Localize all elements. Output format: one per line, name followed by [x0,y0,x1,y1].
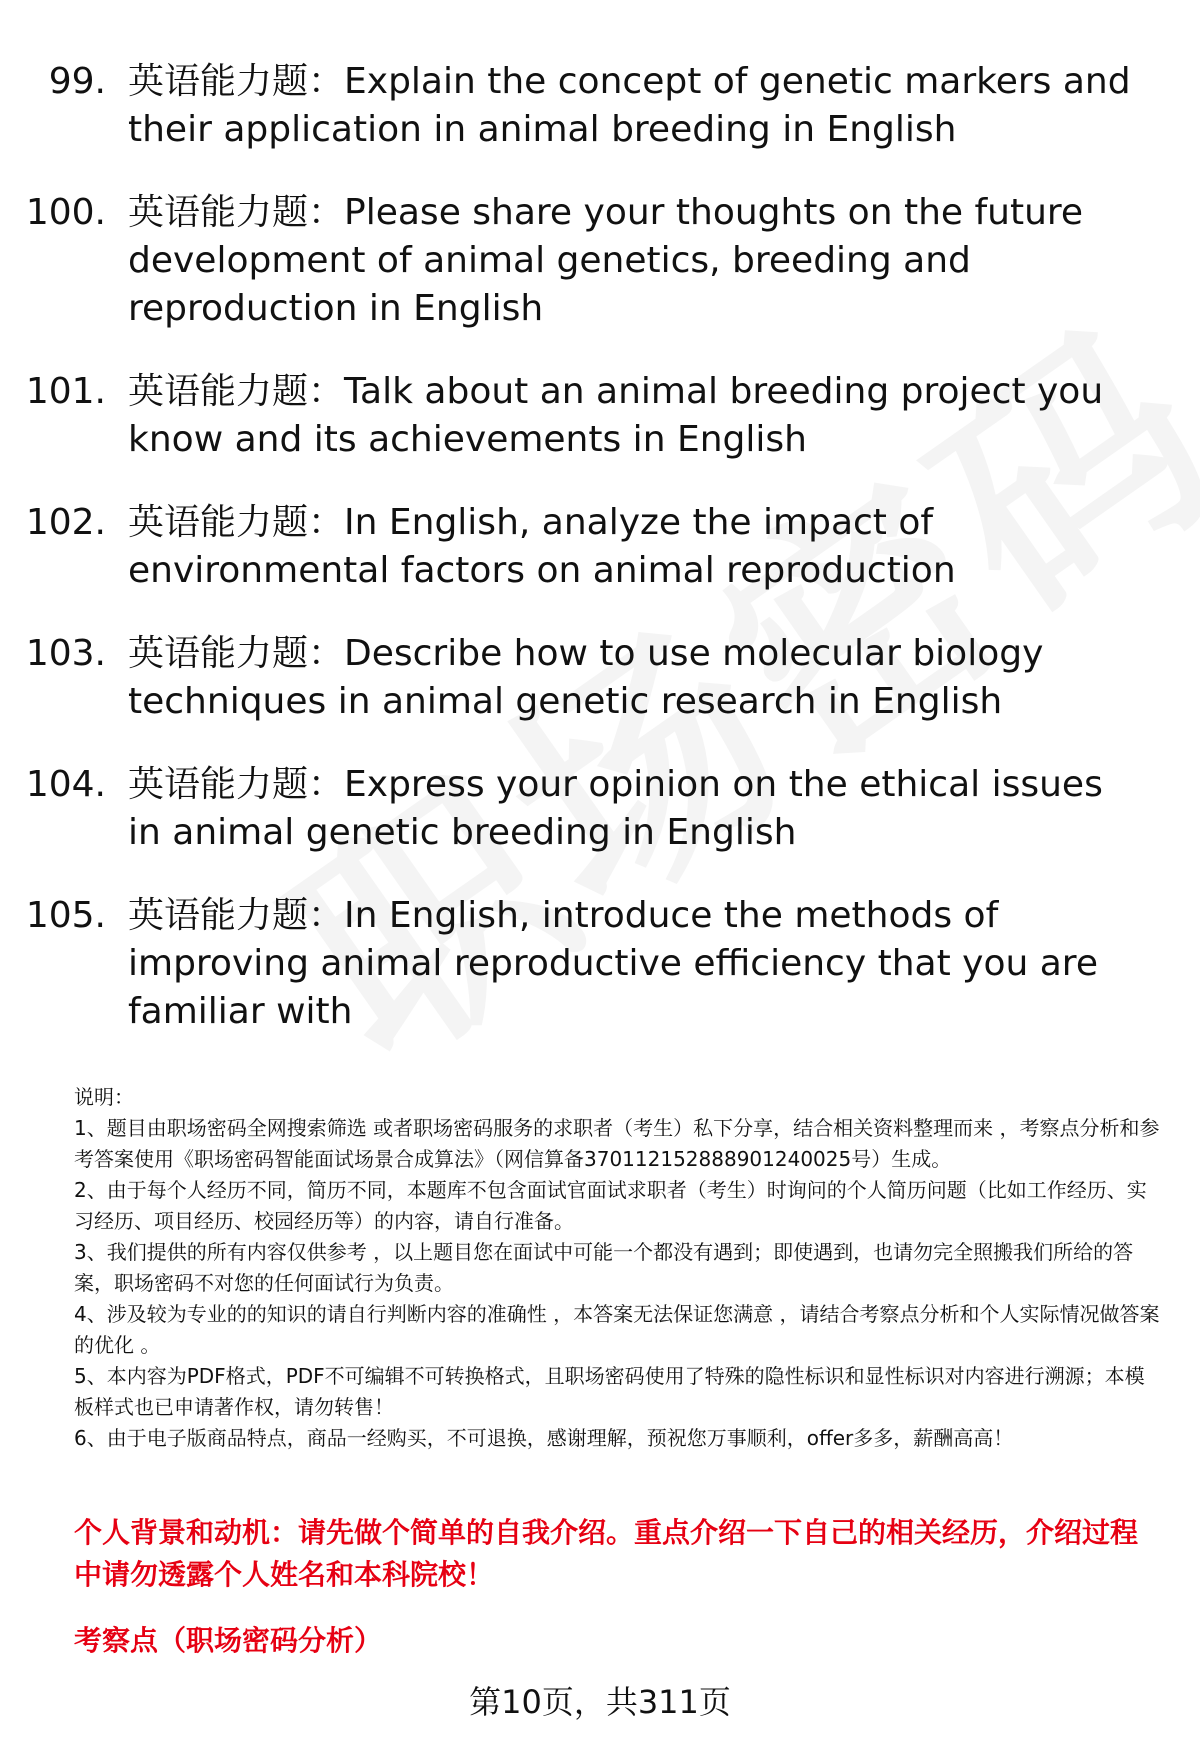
question-item [0,761,1200,857]
question-number: 103. [25,633,106,674]
question-prefix: 英语能力题： [128,61,345,102]
question-text: In English, introduce the methods of improving animal reproductive efficiency that you are familiar with [128,895,1098,1032]
notes-heading: 说明： [74,1085,134,1109]
highlight-question: 个人背景和动机：请先做个简单的自我介绍。重点介绍一下自己的相关经历，介绍过程中请勿透露个人姓名和本科院校！ [74,1516,1139,1591]
question-text: In English, analyze the impact of environmental factors on animal reproduction [128,502,956,591]
question-item [0,189,1200,333]
notes-section [74,1082,1164,1454]
question-list [0,58,1200,1071]
note-item: 4、涉及较为专业的的知识的请自行判断内容的准确性 ，本答案无法保证您满意 ，请结合考察点分析和个人实际情况做答案的优化 。 [74,1302,1160,1357]
question-item [0,368,1200,464]
note-item: 1、题目由职场密码全网搜索筛选 或者职场密码服务的求职者（考生）私下分享，结合相关资料整理而来 ，考察点分析和参考答案使用《职场密码智能面试场景合成算法》（网信算备370112152888901240025号）生成。 [74,1116,1160,1171]
question-prefix: 英语能力题： [128,633,345,674]
question-prefix: 英语能力题： [128,764,345,805]
question-number: 101. [25,371,106,412]
question-text: Please share your thoughts on the future development of animal genetics, breeding and reproduction in English [128,192,1084,329]
note-item: 6、由于电子版商品特点，商品一经购买，不可退换，感谢理解，预祝您万事顺利，offer多多，薪酬高高！ [74,1426,1014,1450]
section-title: 考察点（职场密码分析） [74,1624,383,1657]
question-number: 105. [25,895,106,936]
question-text: Express your opinion on the ethical issues in animal genetic breeding in English [128,764,1103,853]
note-item: 2、由于每个人经历不同，简历不同，本题库不包含面试官面试求职者（考生）时询问的个人简历问题（比如工作经历、实习经历、项目经历、校园经历等）的内容，请自行准备。 [74,1178,1147,1233]
question-item [0,499,1200,595]
question-prefix: 英语能力题： [128,895,345,936]
question-number: 100. [25,192,106,233]
question-prefix: 英语能力题： [128,192,345,233]
page-number: 第10页，共311页 [469,1683,731,1721]
question-number: 102. [25,502,106,543]
question-text: Talk about an animal breeding project you know and its achievements in English [128,371,1104,460]
question-prefix: 英语能力题： [128,502,345,543]
question-text: Describe how to use molecular biology techniques in animal genetic research in English [128,633,1044,722]
question-number: 99. [48,61,106,102]
note-item: 3、我们提供的所有内容仅供参考 ，以上题目您在面试中可能一个都没有遇到；即使遇到，也请勿完全照搬我们所给的答案，职场密码不对您的任何面试行为负责。 [74,1240,1134,1295]
question-item [0,630,1200,726]
question-item [0,58,1200,154]
question-number: 104. [25,764,106,805]
note-item: 5、本内容为PDF格式，PDF不可编辑不可转换格式，且职场密码使用了特殊的隐性标识和显性标识对内容进行溯源；本模板样式也已申请著作权，请勿转售！ [74,1364,1145,1419]
question-text: Explain the concept of genetic markers and their application in animal breeding in English [128,61,1131,150]
question-prefix: 英语能力题： [128,371,345,412]
question-item [0,892,1200,1036]
